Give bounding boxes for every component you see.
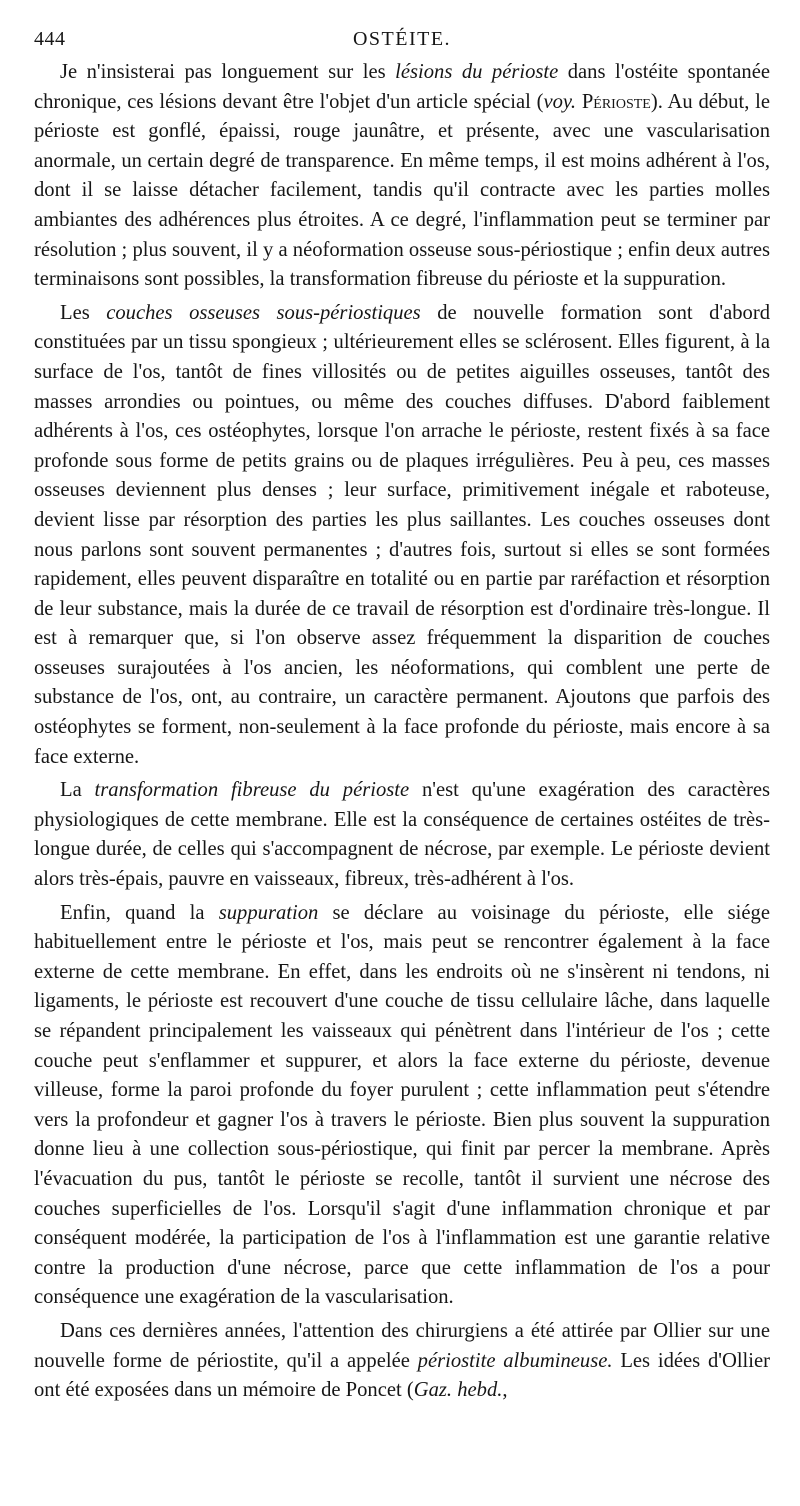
text-run: dans l'ostéite spontanée chronique, ces lésions devant être l'objet d'un article spécial ( — [34, 61, 770, 113]
italic-abbreviation: voy. — [543, 90, 577, 113]
cross-reference: Périoste — [581, 90, 651, 113]
italic-term: périostite albumineuse. — [417, 1349, 613, 1372]
paragraph-fibrous-transformation — [34, 776, 770, 894]
text-run: Les idées d'Ollier ont été exposées dans un mémoire de Poncet ( — [34, 1349, 771, 1402]
text-run: Les — [60, 301, 107, 324]
text-run: ). Au début, le périoste est gonflé, épaissi, rouge jaunâtre, et présente, avec une vascularisation anormale, un certain degré de transparence. En même temps, il est moins adhérent à l'os, dont il se laisse détacher facilement, tandis qu'il contracte avec les parties molles ambiantes des adhérences plus étroites. A ce degré, l'inflammation peut se terminer par résolution ; plus souvent, il y a néoformation osseuse sous-périostique ; enfin deux autres terminaisons sont possibles, la transformation fibreuse du périoste et la suppuration. — [34, 90, 770, 291]
text-run: se déclare au voisinage du périoste, elle siége habituellement entre le périoste et l'os, mais peut se rencontrer également à la face externe de cette membrane. En effet, dans les endroits où ne s'insèrent ni tendons, ni ligaments, le périoste est recouvert d'une couche de tissu cellulaire lâche, dans laquelle se répandent principalement les vaisseaux qui pénètrent dans l'intérieur de l'os ; cette couche peut s'enflammer et suppurer, et alors la face externe du périoste, devenue villeuse, forme la paroi profonde du foyer purulent ; cette inflammation peut s'étendre vers la profondeur et gagner l'os à travers le périoste. Bien plus souvent la suppuration donne lieu à une collection sous-périostique, qui finit par percer la membrane. Après l'évacuation du pus, tantôt le périoste se recolle, tantôt il survient une nécrose des couches superficielles de l'os. Lorsqu'il s'agit d'une inflammation chronique et par conséquent modérée, la participation de l'os à l'inflammation est une garantie relative contre la production d'une nécrose, parce que cette inflammation de l'os a pour conséquence une exagération de la vascularisation. — [34, 901, 770, 1309]
text-run: Enfin, quand la — [60, 901, 219, 924]
book-page — [34, 28, 770, 1406]
text-run: n'est qu'une exagération des caractères physiologiques de cette membrane. Elle est la conséquence de certaines ostéites de très-longue durée, de celles qui s'accompagnent de nécrose, par exemple. Le périoste devient alors très-épais, pauvre en vaisseaux, fibreux, très-adhérent à l'os. — [34, 779, 770, 891]
paragraph-subperiosteal-layers — [34, 299, 770, 773]
page-number: 444 — [34, 28, 66, 50]
paragraph-suppuration — [34, 899, 770, 1313]
running-header — [34, 28, 770, 58]
text-run: Je n'insisterai pas longuement sur les — [60, 61, 396, 83]
text-run: Dans ces dernières années, l'attention des chirurgiens a été attirée par Ollier sur une nouvelle forme de périostite, qu'il a appelée — [34, 1319, 770, 1372]
text-run: La — [60, 779, 95, 802]
running-title: OSTÉITE. — [352, 28, 452, 50]
italic-citation: Gaz. hebd. — [413, 1379, 503, 1402]
italic-term: couches osseuses sous-périostiques — [106, 301, 421, 324]
text-run: de nouvelle formation sont d'abord constituées par un tissu spongieux ; ultérieurement elles se sclérosent. Elles figurent, à la surface de l'os, tantôt de fines villosités ou de petites aiguilles osseuses, tantôt des masses arrondies ou pointues, ou même des couches diffuses. D'abord faiblement adhérents à l'os, ces ostéophytes, lorsque l'on arrache le périoste, restent fixés à sa face profonde sous forme de petits grains ou de plaques irrégulières. Peu à peu, ces masses osseuses deviennent plus denses ; leur surface, primitivement inégale et raboteuse, devient lisse par résorption des parties les plus saillantes. Les couches osseuses dont nous parlons sont souvent permanentes ; d'autres fois, surtout si elles se sont formées rapidement, elles peuvent disparaître en totalité ou en partie par raréfaction et résorption de leur substance, mais la durée de ce travail de résorption est d'ordinaire très-longue. Il est à remarquer que, si l'on observe assez fréquemment la disparition de couches osseuses surajoutées à l'os ancien, les néoformations, qui comblent une perte de substance de l'os, ont, au contraire, un caractère permanent. Ajoutons que parfois des ostéophytes se forment, non-seulement à la face profonde du périoste, mais encore à sa face externe. — [34, 301, 771, 768]
italic-term: suppuration — [218, 901, 319, 924]
italic-term: transformation fibreuse du périoste — [94, 779, 410, 802]
italic-term: lésions du périoste — [395, 61, 559, 83]
paragraph-albuminous-periostitis — [34, 1317, 770, 1406]
paragraph-periosteal-lesions — [34, 58, 770, 295]
body-text — [34, 58, 770, 1406]
text-run: , — [502, 1379, 508, 1402]
